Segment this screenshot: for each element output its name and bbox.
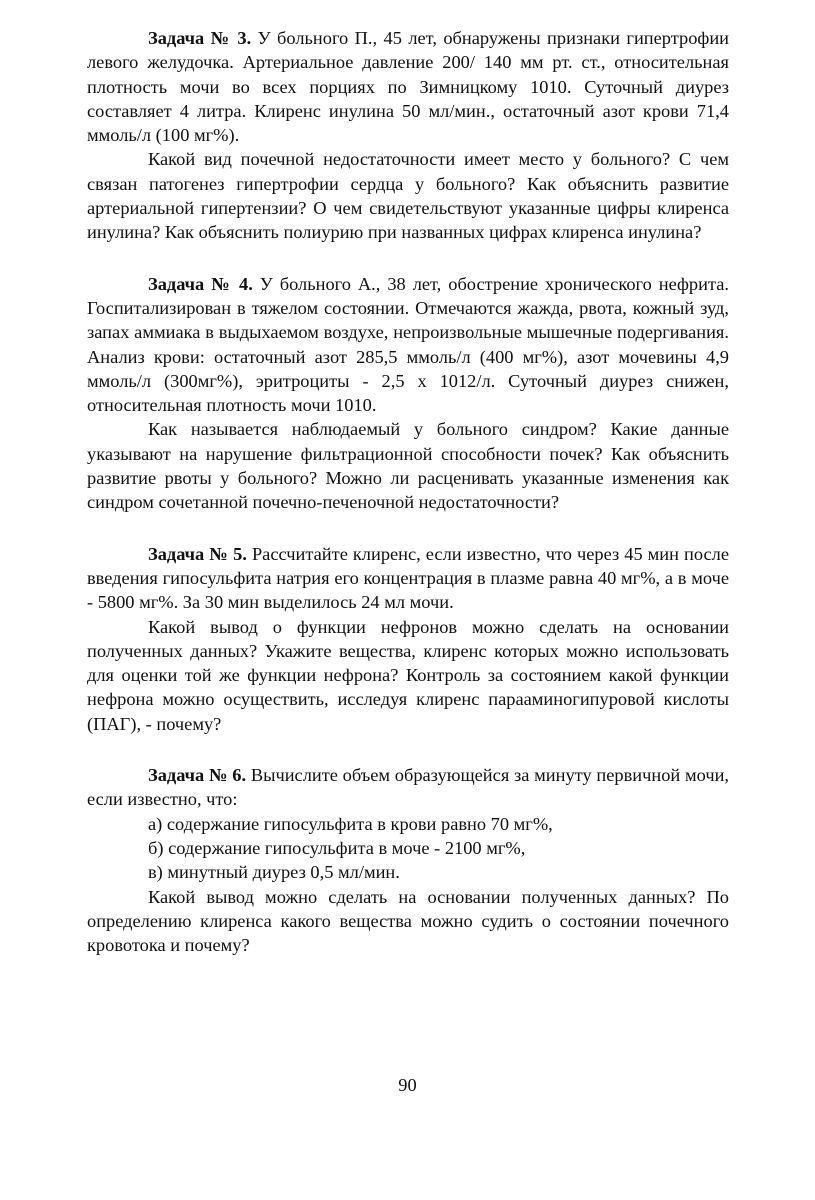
task-5-label: Задача № 5. — [148, 543, 247, 564]
task-4 — [87, 272, 729, 515]
task-5 — [87, 542, 729, 736]
task-3-label: Задача № 3. — [148, 28, 252, 48]
task-6-item-b: б) содержание гипосульфита в моче - 2100 мг%, — [148, 837, 526, 858]
task-4-questions: Как называется наблюдаемый у больного синдром? Какие данные указывают на нарушение фильтрационной способности почек? Как объяснить развитие рвоты у больного? Можно ли расценивать указанные изменения как синдром сочетанной почечно-печеночной недостаточности? — [87, 419, 729, 513]
task-4-statement — [87, 272, 729, 418]
task-6-statement — [87, 763, 729, 812]
task-6-item-a: а) содержание гипосульфита в крови равно 70 мг%, — [148, 813, 553, 834]
task-6 — [87, 763, 729, 957]
task-3 — [87, 26, 729, 245]
task-4-label: Задача № 4. — [148, 273, 253, 294]
task-5-statement-text: Рассчитайте клиренс, если известно, что через 45 мин после введения гипосульфита натрия его концентрация в плазме равна 40 мг%, а в моче - 5800 мг%. За 30 мин выделилось 24 мл мочи. — [87, 543, 729, 613]
page-number: 90 — [398, 1075, 417, 1095]
task-4-statement-text: У больного А., 38 лет, обострение хронического нефрита. Госпитализирован в тяжелом состоянии. Отмечаются жажда, рвота, кожный зуд, запах аммиака в выдыхаемом воздухе, непроизвольные мышечные подергивания. Анализ крови: остаточный азот 285,5 ммоль/л (400 мг%), азот мочевины 4,9 ммоль/л (300мг%), эритроциты - 2,5 х 1012/л. Суточный диурез снижен, относительная плотность мочи 1010. — [87, 273, 729, 416]
task-3-statement-text: У больного П., 45 лет, обнаружены признаки гипертрофии левого желудочка. Артериальное давление 200/ 140 мм рт. ст., относительная плотность мочи во всех порциях по Зимницкому 1010. Суточный диурез составляет 4 литра. Клиренс инулина 50 мл/мин., остаточный азот крови 71,4 ммоль/л (100 мг%). — [87, 28, 729, 146]
task-6-label: Задача № 6. — [148, 765, 247, 786]
task-5-questions: Какой вывод о функции нефронов можно сделать на основании полученных данных? Укажите вещества, клиренс которых можно использовать для оценки той же функции нефрона? Контроль за состоянием какой функции нефрона можно осуществить, исследуя клиренс парааминогипуровой кислоты (ПАГ), - почему? — [87, 616, 729, 734]
task-5-statement — [87, 542, 729, 615]
task-3-statement — [87, 26, 729, 147]
task-6-statement-text: Вычислите объем образующейся за минуту первичной мочи, если известно, что: — [87, 765, 730, 810]
task-6-questions: Какой вывод можно сделать на основании полученных данных? По определению клиренса какого вещества можно судить о состоянии почечного кровотока и почему? — [87, 886, 729, 956]
page-body — [87, 26, 729, 984]
task-6-item-c: в) минутный диурез 0,5 мл/мин. — [148, 862, 400, 883]
task-3-questions: Какой вид почечной недостаточности имеет место у больного? С чем связан патогенез гипертрофии сердца у больного? Как объяснить развитие артериальной гипертензии? О чем свидетельствуют указанные цифры клиренса инулина? Как объяснить полиурию при названных цифрах клиренса инулина? — [87, 149, 729, 243]
